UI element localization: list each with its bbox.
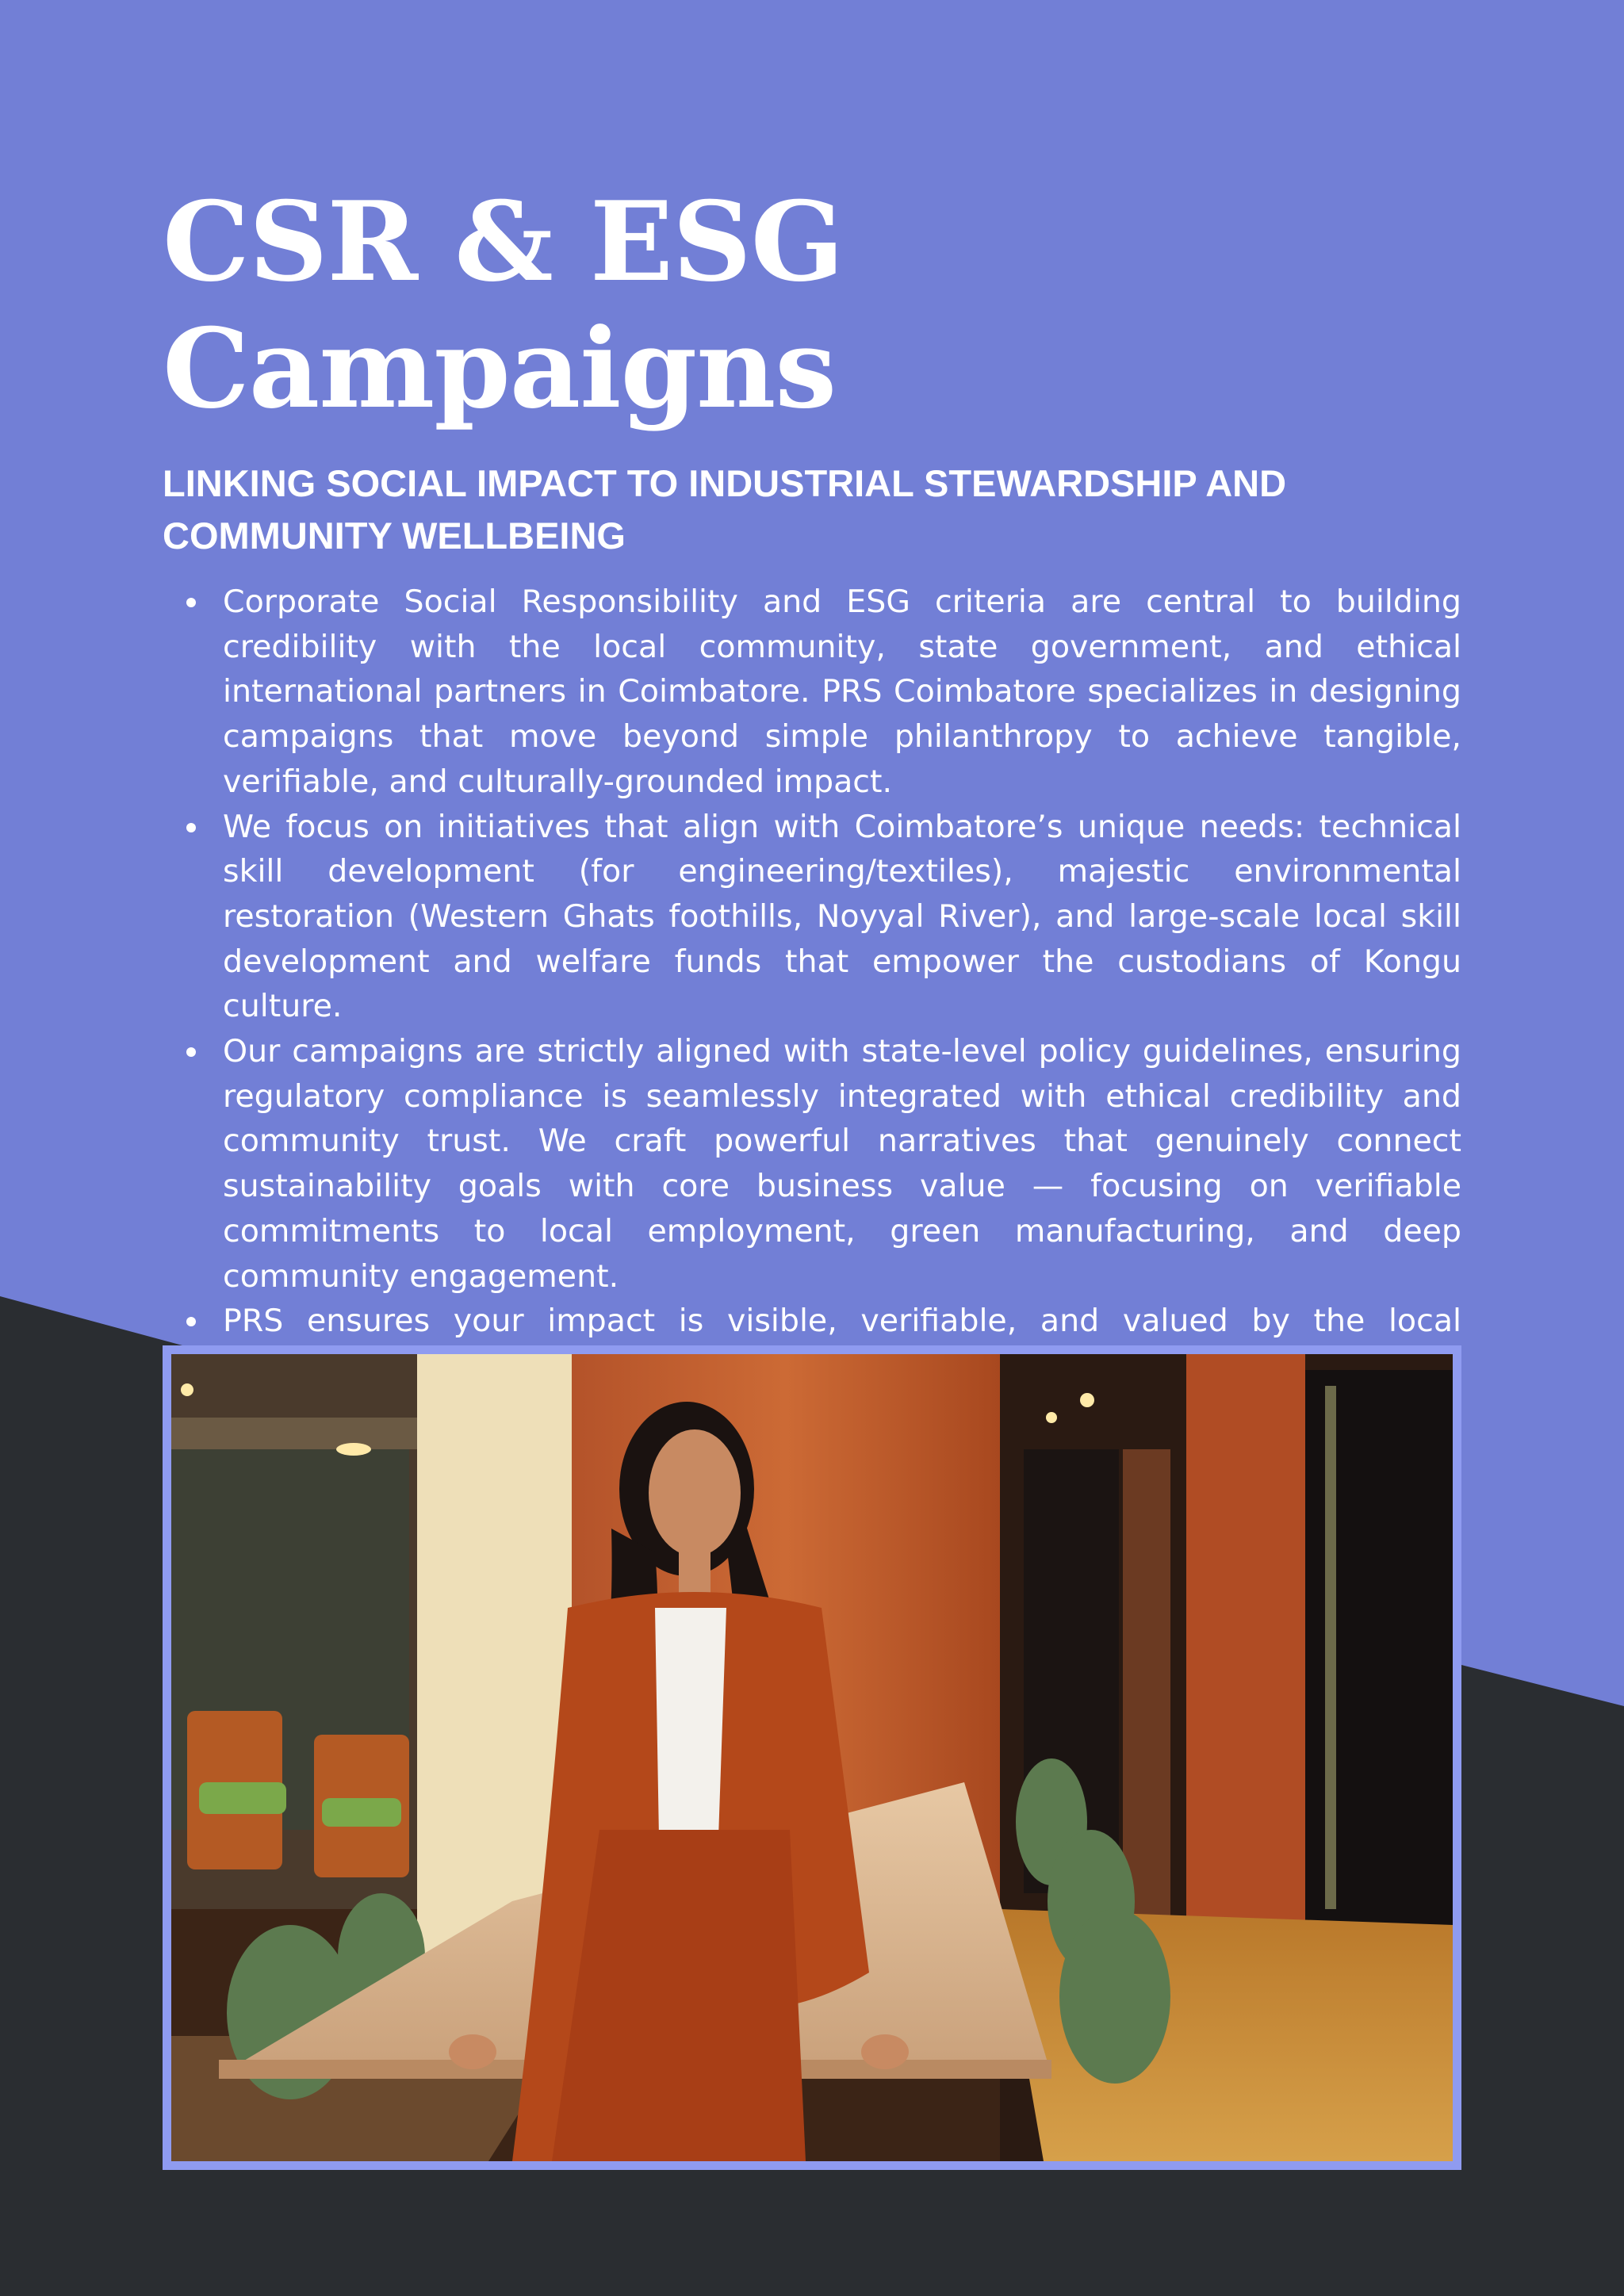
bullet-icon xyxy=(186,598,196,607)
bullet-text: Corporate Social Responsibility and ESG criteria are central to building credibility with the local community, state government, and ethical international partners in Coimbatore. PRS Coimbatore specializes in designing campaigns that move beyond simple philanthropy to achieve tangible, verifiable, and culturally-grounded impact. xyxy=(223,584,1461,800)
list-item xyxy=(163,805,1461,1030)
list-item xyxy=(163,1029,1461,1299)
page-title: CSR & ESG Campaigns xyxy=(163,177,844,433)
bullet-icon xyxy=(186,1047,196,1057)
page-subtitle: LINKING SOCIAL IMPACT TO INDUSTRIAL STEWARDSHIP AND COMMUNITY WELLBEING xyxy=(163,462,1287,557)
featured-photo xyxy=(163,1345,1461,2170)
bullet-text: PRS ensures your impact is visible, verifiable, and valued by the local xyxy=(223,1303,1461,1340)
bullet-list xyxy=(163,580,1461,1433)
bullet-text: We focus on initiatives that align with Coimbatore’s unique needs: technical skill development (for engineering/textiles), majestic environmental restoration (Western Ghats foothills, Noyyal River), and large-scale local skill development and welfare funds that empower the custodians of Kongu culture. xyxy=(223,808,1461,1025)
bullet-icon xyxy=(186,823,196,832)
main-content xyxy=(163,178,1461,1433)
bullet-text: Our campaigns are strictly aligned with state-level policy guidelines, ensuring regulatory compliance is seamlessly integrated with ethical credibility and community trust. We craft powerful narratives that genuinely connect sustainability goals with core business value — focusing on verifiable commitments to local employment, green manufacturing, and deep community engagement. xyxy=(223,1033,1461,1295)
bullet-icon xyxy=(186,1317,196,1326)
list-item xyxy=(163,580,1461,805)
office-portrait-illustration xyxy=(171,1354,1453,2161)
